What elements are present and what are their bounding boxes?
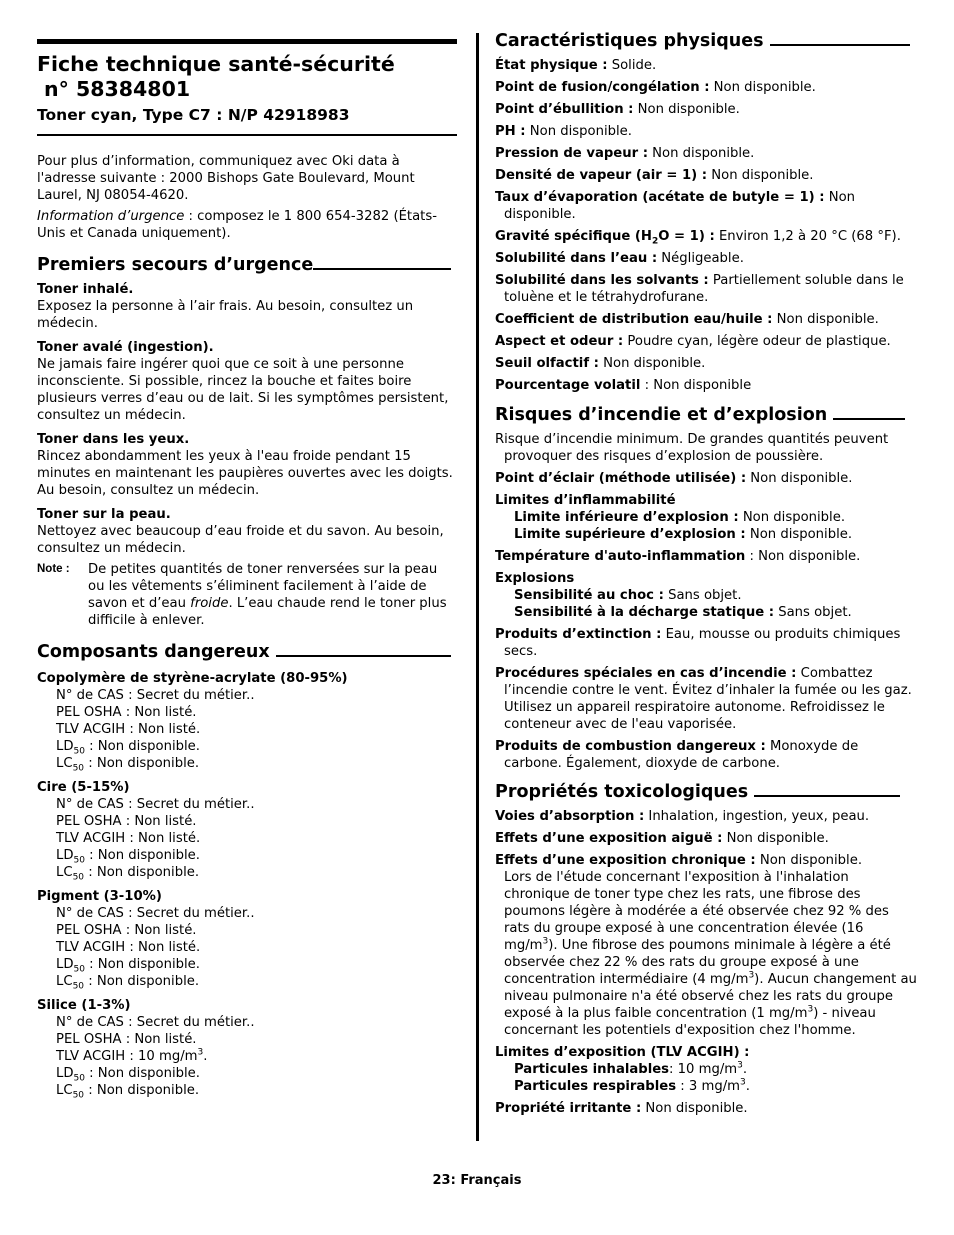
- component-tlv: [37, 721, 457, 738]
- irritant-value: Non disponible.: [641, 1101, 748, 1116]
- component-lc50: [37, 1082, 457, 1099]
- first-aid-title: Toner sur la peau.: [37, 507, 171, 522]
- lc-prefix: LC: [56, 756, 73, 771]
- fire-item: [495, 738, 917, 772]
- tlv-end: .: [203, 1049, 208, 1064]
- sub-50: 50: [73, 746, 85, 757]
- gravity-value: Environ 1,2 à 20 °C (68 °F).: [714, 229, 901, 244]
- right-column: [495, 30, 917, 1117]
- physical-label: PH :: [495, 124, 526, 139]
- physical-item: [495, 57, 917, 74]
- physical-value: Négligeable.: [657, 251, 744, 266]
- component-pel: PEL OSHA : Non listé.: [56, 1032, 197, 1047]
- components-heading: [37, 641, 457, 663]
- physical-label: Coefficient de distribution eau/huile :: [495, 312, 773, 327]
- resp-label: Particules respirables: [514, 1079, 677, 1094]
- note-text-b: . L’eau chaude rend le toner plus difficile à enlever.: [88, 596, 447, 628]
- shock-value: Sans objet.: [663, 588, 742, 603]
- physical-list: [495, 250, 917, 394]
- tlv-sup: 3: [197, 1047, 204, 1058]
- component-pel: PEL OSHA : Non listé.: [56, 923, 197, 938]
- component-name: Cire (5-15%): [37, 780, 130, 795]
- component-lc50: [37, 755, 457, 772]
- component-name: Copolymère de styrène-acrylate (80-95%): [37, 671, 348, 686]
- physical-value: Partiellement soluble dans le toluène et le tétrahydrofurane.: [504, 273, 904, 305]
- fire-item: [495, 492, 917, 509]
- fire-subitem: [495, 526, 917, 543]
- note-label: Note :: [37, 563, 70, 575]
- physical-value: Non disponible.: [633, 102, 740, 117]
- physical-value: Poudre cyan, légère odeur de plastique.: [623, 334, 891, 349]
- static-value: Sans objet.: [774, 605, 852, 620]
- component-item: [37, 997, 457, 1099]
- fire-item: [495, 626, 917, 660]
- physical-item: [495, 123, 917, 140]
- toxic-item: [495, 1044, 917, 1061]
- ld-value: : Non disponible.: [84, 1066, 200, 1081]
- first-aid-title: Toner inhalé.: [37, 282, 134, 297]
- procedures-label: Procédures spéciales en cas d’incendie :: [495, 666, 797, 681]
- gravity-sub: 2: [651, 236, 659, 247]
- inhal-value: : 10 mg/m: [669, 1062, 738, 1077]
- sup-3: 3: [807, 1004, 814, 1015]
- lc-value: : Non disponible.: [84, 865, 200, 880]
- procedures-value: Combattez l’incendie contre le vent. Évitez d’inhaler la fumée ou les gaz. Utilisez un appareil respiratoire autonome. Refroidissez le conteneur avec de l'eau vaporisée.: [504, 666, 912, 732]
- component-name: Pigment (3-10%): [37, 889, 162, 904]
- physical-item: [495, 377, 917, 394]
- urgence-value: : composez le 1 800 654-3282 (États-Unis et Canada uniquement).: [37, 209, 437, 241]
- component-tlv: [37, 1048, 457, 1065]
- component-ld50: [37, 847, 457, 864]
- tlv-text: TLV ACGIH : Non listé.: [56, 831, 201, 846]
- fire-intro: Risque d’incendie minimum. De grandes quantités peuvent provoquer des risques d’explosion de poussière.: [495, 432, 889, 464]
- component-item: [37, 888, 457, 990]
- first-aid-title: Toner avalé (ingestion).: [37, 340, 214, 355]
- physical-item: [495, 333, 917, 350]
- title-line-2: n° 58384801: [44, 77, 191, 101]
- physical-value: Non disponible.: [598, 356, 706, 371]
- component-cas: N° de CAS : Secret du métier..: [56, 906, 255, 921]
- component-ld50: [37, 738, 457, 755]
- auto-label: Température d'auto-inflammation: [495, 549, 746, 564]
- physical-heading-text: Caractéristiques physiques: [495, 31, 764, 51]
- component-name: Silice (1-3%): [37, 998, 131, 1013]
- tlv-text: TLV ACGIH : Non listé.: [56, 940, 201, 955]
- physical-value: Non disponible.: [772, 312, 879, 327]
- first-aid-text: Ne jamais faire ingérer quoi que ce soit à une personne inconsciente. Si possible, rincez la bouche et faites boire plusieurs verres d’eau ou de lait. Si les symptômes persistent, consultez un médecin.: [37, 357, 449, 423]
- explosions-label: Explosions: [495, 571, 575, 586]
- physical-label: Seuil olfactif :: [495, 356, 599, 371]
- resp-value: : 3 mg/m: [676, 1079, 740, 1094]
- note-block: [37, 561, 457, 629]
- heading-underline: [833, 406, 905, 420]
- sub-50: 50: [72, 872, 85, 883]
- physical-value: Non disponible.: [647, 146, 755, 161]
- component-cas: N° de CAS : Secret du métier..: [56, 797, 255, 812]
- chronic-p2: ). Une fibrose des poumons minimale à légère a été observée chez 22 % des rats du groupe exposé à une concentration intermédiaire (4 mg/m: [504, 938, 891, 987]
- chronic-p1: Lors de l'étude concernant l'exposition à l'inhalation chronique de toner type chez les rats, une fibrose des poumons légère à modérée a été observée chez 92 % des rats du groupe exposé à une concentration élevée (16 mg/m: [504, 870, 889, 953]
- physical-value: Non disponible.: [525, 124, 632, 139]
- fire-subitem: [495, 604, 917, 621]
- physical-value: Non disponible.: [709, 80, 816, 95]
- routes-value: Inhalation, ingestion, yeux, peau.: [644, 809, 870, 824]
- note-text-em: froide: [190, 596, 229, 611]
- static-label: Sensibilité à la décharge statique :: [514, 605, 775, 620]
- physical-label: Solubilité dans l’eau :: [495, 251, 658, 266]
- tlv-text: TLV ACGIH : 10 mg/m: [56, 1049, 198, 1064]
- lc-prefix: LC: [56, 1083, 73, 1098]
- note-text-a: De petites quantités de toner renversées sur la peau ou les vêtements s’éliminent facilement à l’aide de savon et d’eau: [88, 562, 438, 611]
- column-divider: [476, 33, 479, 1141]
- sup-3: 3: [739, 1077, 746, 1088]
- top-rule: [37, 39, 457, 44]
- toxic-heading-text: Propriétés toxicologiques: [495, 782, 749, 802]
- urgence-label: Information d’urgence: [37, 209, 185, 224]
- component-lc50: [37, 973, 457, 990]
- physical-label: État physique :: [495, 58, 608, 73]
- sup-3: 3: [542, 936, 549, 947]
- physical-label: Taux d’évaporation (acétate de butyle = 1) :: [495, 190, 825, 205]
- sub-50: 50: [72, 763, 85, 774]
- component-ld50: [37, 1065, 457, 1082]
- physical-item: [495, 167, 917, 184]
- lc-prefix: LC: [56, 865, 73, 880]
- physical-item: [495, 272, 917, 306]
- physical-label: Point de fusion/congélation :: [495, 80, 710, 95]
- component-cas: N° de CAS : Secret du métier..: [56, 688, 255, 703]
- inhal-label: Particules inhalables: [514, 1062, 670, 1077]
- fire-heading: [495, 404, 917, 426]
- flash-value: Non disponible.: [746, 471, 853, 486]
- physical-label: Point d’ébullition :: [495, 102, 634, 117]
- physical-item: [495, 250, 917, 267]
- toxic-item: [495, 830, 917, 847]
- sub-50: 50: [73, 1073, 85, 1084]
- urgence-text: [37, 208, 457, 242]
- toxic-item: [495, 1100, 917, 1117]
- lc-value: : Non disponible.: [84, 756, 200, 771]
- heading-underline: [313, 256, 451, 270]
- exposure-limits-label: Limites d’exposition (TLV ACGIH) :: [495, 1045, 750, 1060]
- components-heading-text: Composants dangereux: [37, 642, 270, 662]
- irritant-label: Propriété irritante :: [495, 1101, 642, 1116]
- component-ld50: [37, 956, 457, 973]
- fire-subitem: [495, 509, 917, 526]
- sub-50: 50: [73, 964, 85, 975]
- toxic-subitem: [495, 1078, 917, 1095]
- physical-value: : Non disponible: [640, 378, 752, 393]
- sup-3: 3: [748, 970, 755, 981]
- fire-item: [495, 665, 917, 733]
- physical-label: Aspect et odeur :: [495, 334, 624, 349]
- sub-50: 50: [73, 855, 85, 866]
- physical-value: Non disponible.: [707, 168, 814, 183]
- extinction-label: Produits d’extinction :: [495, 627, 662, 642]
- shock-label: Sensibilité au choc :: [514, 588, 664, 603]
- physical-item: [495, 189, 917, 223]
- lc-value: : Non disponible.: [84, 1083, 200, 1098]
- first-aid-text: Rincez abondamment les yeux à l'eau froide pendant 15 minutes en maintenant les paupières ouvertes avec les doigts. Au besoin, consultez un médecin.: [37, 449, 453, 498]
- fire-item: [495, 570, 917, 587]
- lc-value: : Non disponible.: [84, 974, 200, 989]
- component-pel: PEL OSHA : Non listé.: [56, 814, 197, 829]
- physical-label: Pourcentage volatil: [495, 378, 641, 393]
- first-aid-text: Exposez la personne à l’air frais. Au besoin, consultez un médecin.: [37, 299, 414, 331]
- note-text: [88, 561, 457, 629]
- physical-item: [495, 311, 917, 328]
- acute-label: Effets d’une exposition aiguë :: [495, 831, 723, 846]
- ld-prefix: LD: [56, 848, 74, 863]
- sup-3: 3: [737, 1060, 743, 1071]
- fire-item: [495, 470, 917, 487]
- fire-subitem: [495, 587, 917, 604]
- gravity-label-a: Gravité spécifique (H: [495, 229, 652, 244]
- ld-value: : Non disponible.: [84, 848, 200, 863]
- ld-value: : Non disponible.: [84, 739, 200, 754]
- period: .: [745, 1079, 750, 1094]
- physical-list: [495, 57, 917, 223]
- first-aid-title: Toner dans les yeux.: [37, 432, 190, 447]
- contact-text: Pour plus d’information, communiquez avec Oki data à l'adresse suivante : 2000 Bishops Gate Boulevard, Mount Laurel, NJ 08054-4620.: [37, 154, 415, 203]
- toxic-item: [495, 852, 917, 869]
- component-item: [37, 779, 457, 881]
- limits-label: Limites d’inflammabilité: [495, 493, 676, 508]
- chronic-p4: ) - niveau concernant les potentiels d'exposition chez l'homme.: [504, 1006, 876, 1038]
- physical-item: [495, 79, 917, 96]
- sub-50: 50: [72, 981, 85, 992]
- toxic-subitem: [495, 1061, 917, 1078]
- period: .: [742, 1062, 748, 1077]
- heading-underline: [770, 32, 910, 46]
- chronic-study-text: [495, 869, 917, 1039]
- first-aid-heading-text: Premiers secours d’urgence: [37, 255, 314, 275]
- page-subtitle: Toner cyan, Type C7 : N/P 42918983: [37, 106, 350, 124]
- acute-value: Non disponible.: [722, 831, 829, 846]
- heading-underline: [754, 783, 900, 797]
- first-aid-list: [37, 281, 457, 629]
- chronic-value: Non disponible.: [755, 853, 863, 868]
- component-tlv: [37, 939, 457, 956]
- combustion-value: Monoxyde de carbone. Également, dioxyde de carbone.: [504, 739, 859, 771]
- title-rule: [37, 134, 457, 136]
- physical-item: [495, 101, 917, 118]
- ld-prefix: LD: [56, 739, 74, 754]
- lower-value: Non disponible.: [738, 510, 846, 525]
- combustion-label: Produits de combustion dangereux :: [495, 739, 766, 754]
- physical-item: [495, 145, 917, 162]
- heading-underline: [276, 643, 451, 657]
- gravity-label-b: O = 1) :: [658, 229, 715, 244]
- chronic-label: Effets d’une exposition chronique :: [495, 853, 756, 868]
- page-title: [37, 52, 457, 102]
- component-item: [37, 670, 457, 772]
- left-column: [37, 39, 457, 1099]
- toxic-item: [495, 808, 917, 825]
- physical-item: [495, 355, 917, 372]
- extinction-value: Eau, mousse ou produits chimiques secs.: [504, 627, 901, 659]
- ld-prefix: LD: [56, 1066, 74, 1081]
- physical-value: Solide.: [607, 58, 657, 73]
- toxic-heading: [495, 781, 917, 803]
- components-list: [37, 670, 457, 1099]
- physical-value: Non disponible.: [504, 190, 856, 222]
- auto-value: : Non disponible.: [745, 549, 861, 564]
- tlv-text: TLV ACGIH : Non listé.: [56, 722, 201, 737]
- component-tlv: [37, 830, 457, 847]
- flash-label: Point d’éclair (méthode utilisée) :: [495, 471, 747, 486]
- component-lc50: [37, 864, 457, 881]
- upper-value: Non disponible.: [745, 527, 853, 542]
- fire-heading-text: Risques d’incendie et d’explosion: [495, 405, 828, 425]
- component-pel: PEL OSHA : Non listé.: [56, 705, 197, 720]
- gravity-label: [495, 229, 715, 247]
- ld-value: : Non disponible.: [84, 957, 200, 972]
- fire-item: [495, 548, 917, 565]
- ld-prefix: LD: [56, 957, 74, 972]
- physical-label: Solubilité dans les solvants :: [495, 273, 709, 288]
- title-line-1: Fiche technique santé-sécurité: [37, 52, 395, 76]
- physical-label: Pression de vapeur :: [495, 146, 648, 161]
- first-aid-heading: [37, 254, 457, 276]
- lc-prefix: LC: [56, 974, 73, 989]
- upper-label: Limite supérieure d’explosion :: [514, 527, 746, 542]
- physical-item: [495, 228, 917, 245]
- lower-label: Limite inférieure d’explosion :: [514, 510, 739, 525]
- sub-50: 50: [72, 1090, 85, 1101]
- first-aid-text: Nettoyez avec beaucoup d’eau froide et du savon. Au besoin, consultez un médecin.: [37, 524, 444, 556]
- physical-label: Densité de vapeur (air = 1) :: [495, 168, 708, 183]
- page-footer: 23: Français: [432, 1173, 522, 1188]
- chronic-p3: ). Aucun changement au niveau pulmonaire n'a été observé chez les rats du groupe exposé à la plus faible concentration (1 mg/m: [504, 972, 917, 1021]
- component-cas: N° de CAS : Secret du métier..: [56, 1015, 255, 1030]
- routes-label: Voies d’absorption :: [495, 809, 645, 824]
- physical-heading: [495, 30, 917, 52]
